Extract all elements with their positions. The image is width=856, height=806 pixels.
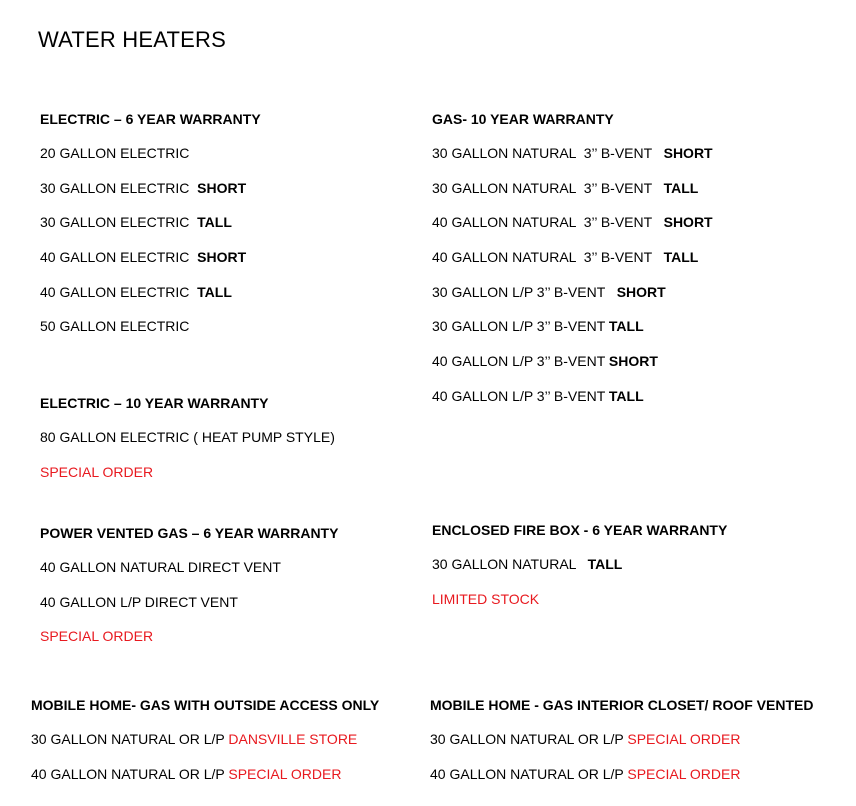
list-item [430,757,813,792]
availability-note: DANSVILLE STORE [228,731,358,747]
list-item [40,171,261,206]
item-text: 30 GALLON NATURAL OR L/P [31,731,229,747]
item-size: TALL [608,387,644,404]
item-text: 30 GALLON L/P 3’’ B-VENT [432,318,609,335]
section-heading: POWER VENTED GAS – 6 YEAR WARRANTY [40,525,339,541]
item-text: 40 GALLON ELECTRIC [40,249,198,266]
list-item: 40 GALLON L/P DIRECT VENT [40,593,238,610]
list-item [31,722,379,757]
item-text: 30 GALLON L/P 3’’ B-VENT [432,283,617,300]
section-heading: ENCLOSED FIRE BOX - 6 YEAR WARRANTY [432,522,728,538]
item-text: 50 GALLON ELECTRIC [40,318,190,335]
power-vented-section [40,516,338,654]
item-text: 20 GALLON ELECTRIC [40,145,190,161]
item-text: 30 GALLON NATURAL [432,556,588,572]
item-text: 40 GALLON NATURAL OR L/P [31,765,229,782]
item-text: 40 GALLON NATURAL 3’’ B-VENT [432,249,664,266]
list-item [432,205,713,240]
list-item [432,136,713,171]
list-item [432,547,727,582]
item-size: TALL [587,556,623,572]
list-item [432,379,713,414]
gas-10-year-section [432,102,713,414]
list-item [40,275,261,310]
item-size: TALL [197,214,232,231]
mobile-home-outside-section [31,688,379,791]
page-title: WATER HEATERS [38,27,226,52]
limited-stock-note: LIMITED STOCK [432,590,540,607]
list-item [432,240,713,275]
item-size: SHORT [197,249,247,266]
fire-box-section [432,513,727,616]
item-size: TALL [663,249,699,266]
item-text: 40 GALLON L/P 3’’ B-VENT [432,353,609,370]
item-text: 40 GALLON ELECTRIC [40,283,198,300]
list-item [430,722,813,757]
item-text: 30 GALLON ELECTRIC [40,214,198,231]
item-size: SHORT [663,145,713,161]
item-size: SHORT [197,179,247,196]
section-heading: MOBILE HOME- GAS WITH OUTSIDE ACCESS ONLY [31,697,380,713]
list-item: 80 GALLON ELECTRIC ( HEAT PUMP STYLE) [40,429,335,445]
item-text: 30 GALLON NATURAL 3’’ B-VENT [432,179,664,196]
item-text: 30 GALLON NATURAL OR L/P [430,731,628,747]
availability-note: SPECIAL ORDER [627,731,741,747]
item-text: 30 GALLON NATURAL 3’’ B-VENT [432,145,664,161]
list-item: 40 GALLON NATURAL DIRECT VENT [40,559,281,575]
item-text: 40 GALLON NATURAL OR L/P [430,765,628,782]
item-text: 40 GALLON NATURAL 3’’ B-VENT [432,214,664,231]
electric-6-year-section [40,102,261,344]
section-heading: ELECTRIC – 6 YEAR WARRANTY [40,111,261,127]
availability-note: SPECIAL ORDER [627,765,741,782]
item-size: SHORT [663,214,713,231]
list-item [432,309,713,344]
special-order-note: SPECIAL ORDER [40,628,154,645]
list-item [40,136,261,171]
list-item [31,757,379,792]
item-size: SHORT [616,283,666,300]
section-heading: MOBILE HOME - GAS INTERIOR CLOSET/ ROOF VENTED [430,697,814,713]
item-size: TALL [663,179,699,196]
item-size: TALL [608,318,644,335]
electric-10-year-section [40,386,335,489]
item-text: 40 GALLON L/P 3’’ B-VENT [432,387,609,404]
section-heading: GAS- 10 YEAR WARRANTY [432,111,614,127]
item-size: TALL [197,283,232,300]
list-item [40,240,261,275]
list-item [432,344,713,379]
list-item [432,275,713,310]
section-heading: ELECTRIC – 10 YEAR WARRANTY [40,395,269,411]
availability-note: SPECIAL ORDER [228,765,342,782]
special-order-note: SPECIAL ORDER [40,463,154,480]
mobile-home-closet-section [430,688,813,791]
item-text: 30 GALLON ELECTRIC [40,179,198,196]
list-item [40,205,261,240]
item-size: SHORT [608,353,658,370]
list-item [40,309,261,344]
list-item [432,171,713,206]
